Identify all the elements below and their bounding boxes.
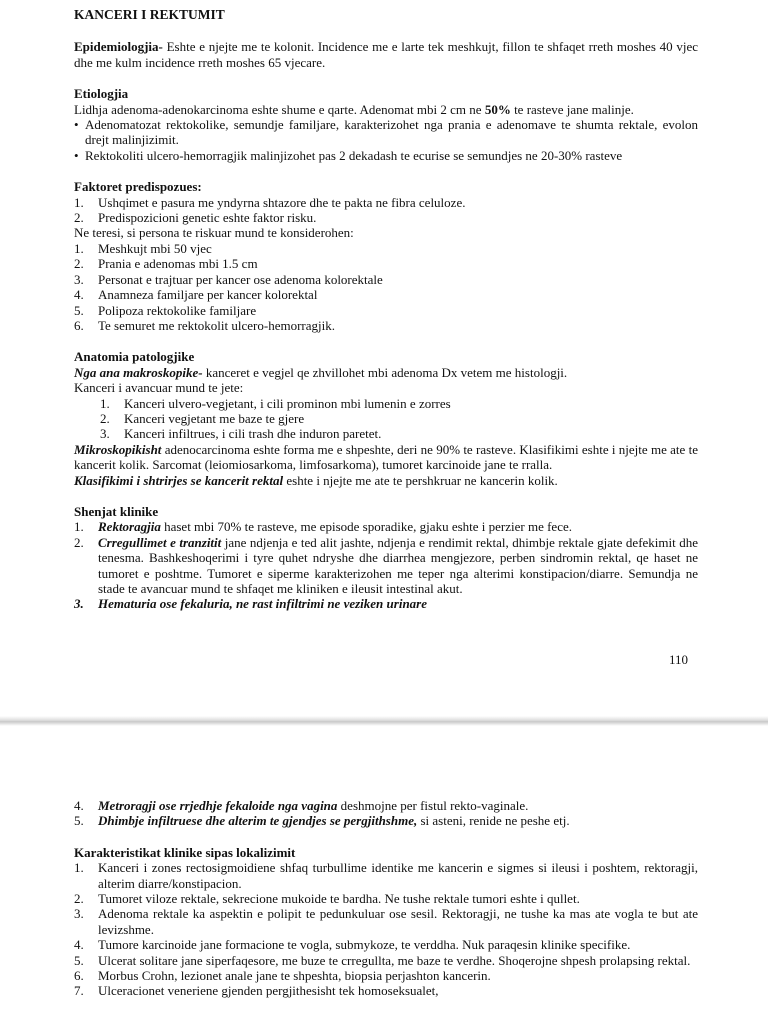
sign-label: Crregullimet e tranzitit xyxy=(98,534,222,550)
classification-text: eshte i njejte me ate te pershkruar ne kancerin kolik. xyxy=(283,472,558,488)
item-number: 4. xyxy=(74,798,84,813)
advanced-item xyxy=(74,426,698,441)
item-number: 5. xyxy=(74,302,84,318)
clinical-sign-item xyxy=(74,596,698,611)
clinical-signs-heading: Shenjat klinike xyxy=(74,503,159,519)
item-number: 3. xyxy=(74,596,84,612)
item-text xyxy=(98,798,698,813)
risk-item xyxy=(74,241,698,256)
item-number: 2. xyxy=(74,256,84,272)
classification-line xyxy=(74,473,698,488)
item-number: 4. xyxy=(74,937,84,953)
item-text: Tumoret viloze rektale, sekrecione mukoide te bardha. Ne tushe rektale tumori eshte i qullet. xyxy=(98,891,580,907)
advanced-item xyxy=(74,396,698,411)
clinical-sign-item xyxy=(74,798,698,813)
bullet-marker: • xyxy=(74,117,79,133)
item-text xyxy=(98,813,698,828)
item-text: Kanceri vegjetant me baze te gjere xyxy=(124,410,305,426)
localization-item xyxy=(74,937,698,952)
risk-item xyxy=(74,272,698,287)
document-title: KANCERI I REKTUMIT xyxy=(74,7,225,22)
advanced-intro: Kanceri i avancuar mund te jete: xyxy=(74,380,244,396)
factor-item xyxy=(74,210,698,225)
page-content xyxy=(74,798,698,999)
clinical-sign-item xyxy=(74,535,698,597)
item-number: 1. xyxy=(100,395,110,411)
item-text: Kanceri ulvero-vegjetant, i cili prominon mbi lumenin e zorres xyxy=(124,395,451,411)
item-number: 2. xyxy=(74,534,84,550)
localization-item xyxy=(74,906,698,937)
predisposing-factors-heading: Faktoret predispozues: xyxy=(74,179,202,195)
item-text: Adenoma rektale ka aspektin e polipit te pedunkuluar ose sesil. Rektoragji, ne tushe ka mas ate vogla te but ate levizshme. xyxy=(98,906,698,937)
item-number: 5. xyxy=(74,813,84,829)
item-text: Polipoza rektokolike familjare xyxy=(98,302,257,318)
item-number: 3. xyxy=(100,426,110,442)
epidemiology-text: Eshte e njejte me te kolonit. Incidence me e larte tek meshkujt, fillon te shfaqet rreth moshes 40 vjec dhe me kulm incidence rreth moshes 65 vjecare. xyxy=(74,39,698,70)
item-text: Tumore karcinoide jane formacione te vogla, submykoze, te verddha. Nuk paraqesin klinike specifike. xyxy=(98,937,631,953)
microscopic-paragraph xyxy=(74,442,698,473)
item-number: 3. xyxy=(74,906,84,922)
page-number: 110 xyxy=(668,652,688,667)
item-text xyxy=(98,519,698,534)
macroscopic-line xyxy=(74,365,698,380)
item-number: 3. xyxy=(74,271,84,287)
item-number: 6. xyxy=(74,968,84,984)
pathology-heading: Anatomia patologjike xyxy=(74,349,195,365)
item-text: Anamneza familjare per kancer kolorektal xyxy=(98,287,318,303)
risk-item xyxy=(74,287,698,302)
item-number: 2. xyxy=(100,410,110,426)
item-number: 1. xyxy=(74,860,84,876)
bullet-marker: • xyxy=(74,147,79,163)
factor-item xyxy=(74,195,698,210)
item-text: Ushqimet e pasura me yndyrna shtazore dhe te pakta ne fibra celuloze. xyxy=(98,194,466,210)
sign-label: Metroragji ose rrjedhje fekaloide nga vagina xyxy=(98,798,338,813)
sign-label: Rektoragjia xyxy=(98,519,161,535)
etiology-line-end: te rasteve jane malinje. xyxy=(510,101,634,117)
sign-label: Dhimbje infiltruese dhe alterim te gjendjes se pergjithshme, xyxy=(98,813,418,829)
macroscopic-label: Nga ana makroskopike- xyxy=(74,364,203,380)
risk-item xyxy=(74,256,698,271)
sign-text: haset mbi 70% te rasteve, me episode sporadike, gjaku eshte i perzier me fece. xyxy=(160,519,572,535)
item-number: 1. xyxy=(74,194,84,210)
localization-item xyxy=(74,953,698,968)
risk-intro: Ne teresi, si persona te riskuar mund te konsiderohen: xyxy=(74,225,354,241)
localization-item xyxy=(74,983,698,998)
microscopic-text: adenocarcinoma eshte forma me e shpeshte, deri ne 90% te rasteve. Klasifikimi eshte i njejte me ate te kancerit kolik. Sarcomat (leiomiosarkoma, limfosarkoma), tumoret karcinoide jane te rralla. xyxy=(74,441,698,473)
item-text: Prania e adenomas mbi 1.5 cm xyxy=(98,256,258,272)
item-text: Personat e trajtuar per kancer ose adenoma kolorektale xyxy=(98,271,383,287)
advanced-item xyxy=(74,411,698,426)
localization-item xyxy=(74,891,698,906)
risk-item xyxy=(74,318,698,333)
clinical-sign-item xyxy=(74,519,698,534)
bullet-text: Adenomatozat rektokolike, semundje familjare, karakterizohet nga prania e adenomave te shumta rektale, evolon drejt malinjizimit. xyxy=(85,117,698,148)
item-text xyxy=(98,535,698,597)
item-text: Meshkujt mbi 50 vjec xyxy=(98,240,212,256)
item-number: 6. xyxy=(74,317,84,333)
item-number: 4. xyxy=(74,287,84,303)
macroscopic-text: kanceret e vegjel qe zhvillohet mbi adenoma Dx vetem me histologji. xyxy=(202,364,568,380)
item-text: Predispozicioni genetic eshte faktor risku. xyxy=(98,210,317,226)
epidemiology-paragraph xyxy=(74,39,698,70)
item-number: 2. xyxy=(74,891,84,907)
etiology-line xyxy=(74,102,698,117)
page-separator xyxy=(0,716,768,726)
localization-heading: Karakteristikat klinike sipas lokalizimit xyxy=(74,844,296,860)
bullet-text: Rektokoliti ulcero-hemorragjik malinjizohet pas 2 dekadash te ecurise se semundjes ne 20-30% rasteve xyxy=(85,147,623,163)
item-text: Kanceri infiltrues, i cili trash dhe induron paretet. xyxy=(124,426,382,442)
microscopic-label: Mikroskopikisht xyxy=(74,441,162,457)
item-text: Ulceracionet veneriene gjenden pergjithesisht tek homoseksualet, xyxy=(98,983,439,999)
etiology-line-start: Lidhja adenoma-adenokarcinoma eshte shume e qarte. Adenomat mbi 2 cm ne xyxy=(74,101,485,117)
item-number: 5. xyxy=(74,952,84,968)
item-text: Ulcerat solitare jane siperfaqesore, me buze te crregullta, me baze te verdhe. Shoqerojne shpesh prolapsing rektal. xyxy=(98,952,691,968)
sign-text: jane ndjenja e ted alit jashte, ndjenja e rendimit rektal, dhimbje rektale gjate defekimit dhe tenesma. Bashkeshoqerimi i tyre quhet ndryshe dhe diarrhea mengjezore, perben sindromin rektal, qe haset ne tumoret e poshtme. Tumoret e siperme karakterizohen me teper nga alterimi konstipacion/diarre. Semundja ne stade te avancuar mund te shfaqet me kliniken e ileusit intestinal akut. xyxy=(98,534,698,596)
document-page-next xyxy=(0,726,768,1024)
page-content xyxy=(74,7,698,612)
item-text: Morbus Crohn, lezionet anale jane te shpeshta, biopsia perjashton kancerin. xyxy=(98,968,491,984)
sign-text: si asteni, renide ne peshe etj. xyxy=(417,813,570,829)
sign-label: Hematuria ose fekaluria, ne rast infiltrimi ne veziken urinare xyxy=(98,596,427,612)
risk-item xyxy=(74,303,698,318)
etiology-percentage: 50% xyxy=(484,101,511,117)
item-number: 1. xyxy=(74,240,84,256)
item-text: Te semuret me rektokolit ulcero-hemorragjik. xyxy=(98,317,335,333)
clinical-sign-item xyxy=(74,813,698,828)
item-number: 2. xyxy=(74,210,84,226)
classification-label: Klasifikimi i shtrirjes se kancerit rektal xyxy=(74,472,284,488)
localization-item xyxy=(74,860,698,891)
epidemiology-label: Epidemiologjia- xyxy=(74,39,163,55)
etiology-bullet-item xyxy=(74,117,698,148)
item-text: Kanceri i zones rectosigmoidiene shfaq turbullime identike me kancerin e sigmes si ileusi i poshtem, rektoragji, alterim diarre/konstipacion. xyxy=(98,860,698,891)
etiology-bullet-item xyxy=(74,148,698,163)
item-number: 1. xyxy=(74,519,84,535)
localization-item xyxy=(74,968,698,983)
sign-text: deshmojne per fistul rekto-vaginale. xyxy=(337,798,529,813)
etiology-heading: Etiologjia xyxy=(74,86,129,102)
item-number: 7. xyxy=(74,983,84,999)
